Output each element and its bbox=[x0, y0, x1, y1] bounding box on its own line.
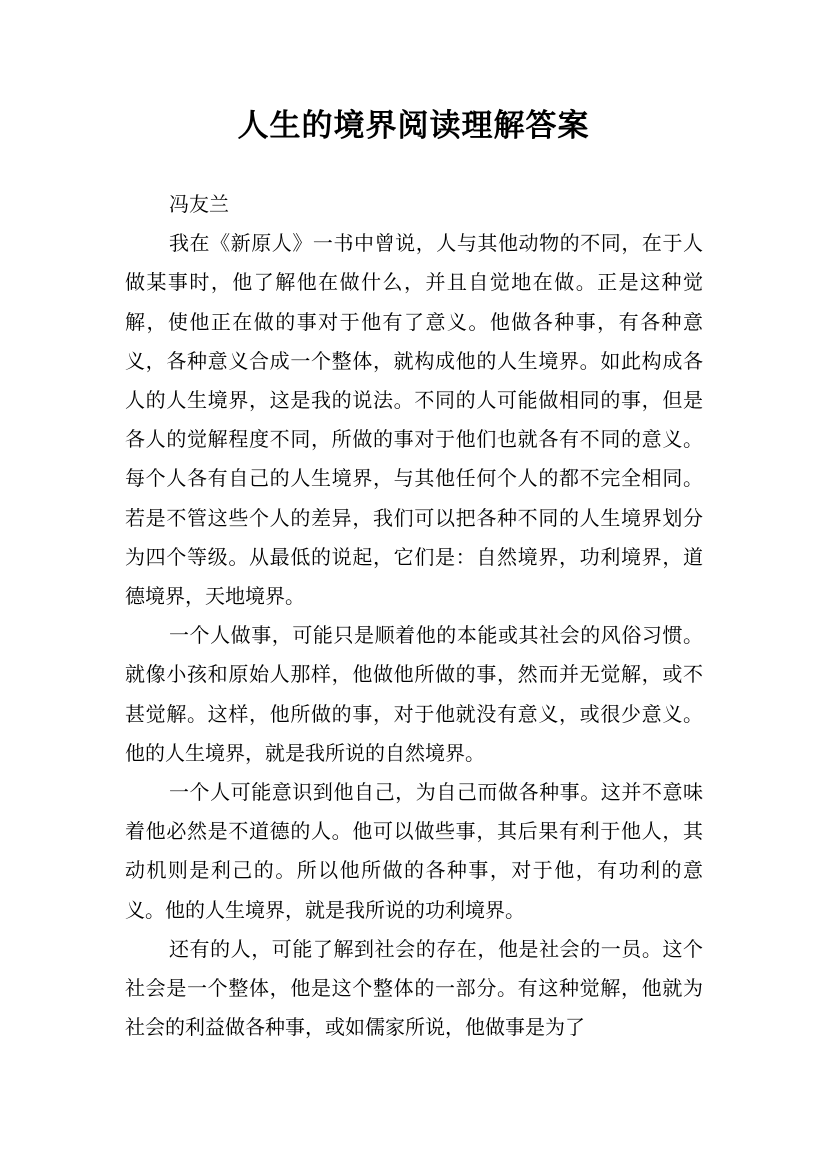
paragraph-1: 我在《新原人》一书中曾说，人与其他动物的不同，在于人做某事时，他了解他在做什么，并且自觉地在做。正是这种觉解，使他正在做的事对于他有了意义。他做各种事，有各种意义，各种意义合成一个整体，就构成他的人生境界。如此构成各人的人生境界，这是我的说法。不同的人可能做相同的事，但是各人的觉解程度不同，所做的事对于他们也就各有不同的意义。每个人各有自己的人生境界，与其他任何个人的都不完全相同。若是不管这些个人的差异，我们可以把各种不同的人生境界划分为四个等级。从最低的说起，它们是：自然境界，功利境界，道德境界，天地境界。 bbox=[125, 231, 703, 609]
paragraph-3: 一个人可能意识到他自己，为自己而做各种事。这并不意味着他必然是不道德的人。他可以做些事，其后果有利于他人，其动机则是利己的。所以他所做的各种事，对于他，有功利的意义。他的人生境界，就是我所说的功利境界。 bbox=[125, 780, 703, 922]
document-title: 人生的境界阅读理解答案 bbox=[237, 108, 590, 144]
paragraph-4: 还有的人，可能了解到社会的存在，他是社会的一员。这个社会是一个整体，他是这个整体的一部分。有这种觉解，他就为社会的利益做各种事，或如儒家所说，他做事是为了 bbox=[125, 936, 703, 1040]
author-name: 冯友兰 bbox=[169, 192, 229, 216]
document-body bbox=[125, 185, 703, 1047]
paragraph-2: 一个人做事，可能只是顺着他的本能或其社会的风俗习惯。就像小孩和原始人那样，他做他所做的事，然而并无觉解，或不甚觉解。这样，他所做的事，对于他就没有意义，或很少意义。他的人生境界，就是我所说的自然境界。 bbox=[125, 623, 703, 765]
